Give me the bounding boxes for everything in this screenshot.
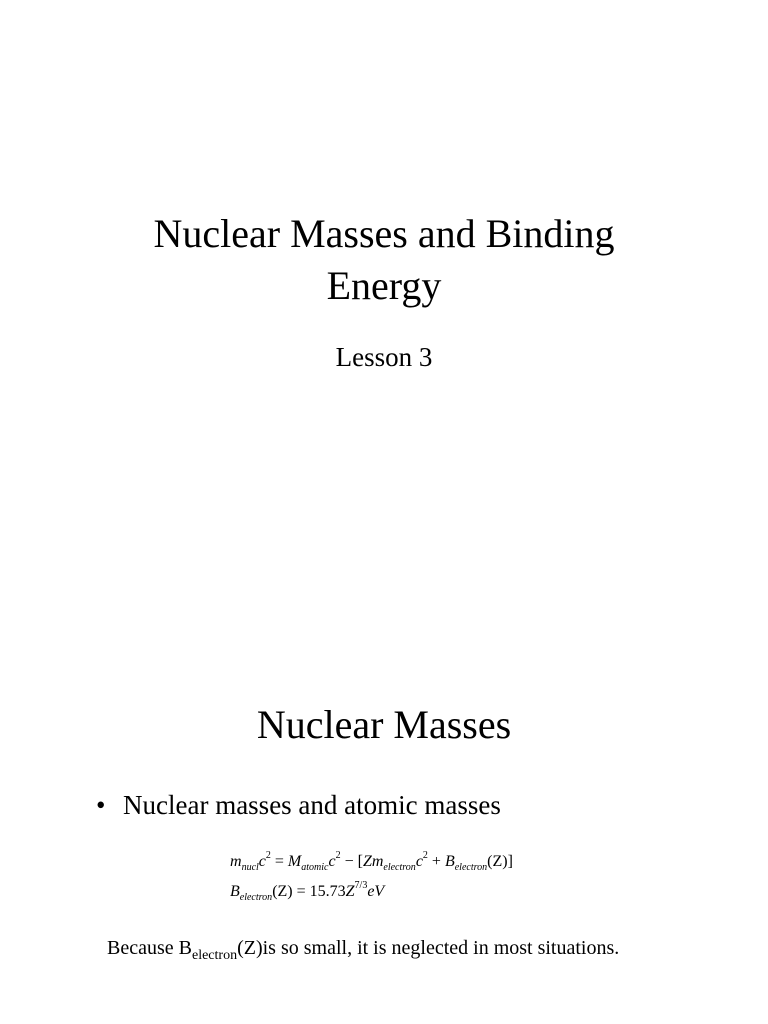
slide-title	[0, 208, 768, 312]
equation-nuclear-mass: $m_{nucl}c^2 = M_{atomic}c^2 - [Zm_{electron}c^2 + B_{electron}(Z)]$	[230, 850, 513, 873]
bullet-list	[96, 788, 736, 822]
bullet-item	[96, 788, 736, 822]
content-slide	[0, 512, 768, 1024]
note-text: Because $B_{electron}(Z)is$ so small, it is neglected in most situations.	[107, 937, 620, 963]
slide-subtitle: Lesson 3	[335, 342, 433, 372]
equation-electron-binding: $B_{electron}(Z) = 15.73Z^{7/3}eV$	[230, 880, 385, 903]
slide-title-line-1: Nuclear Masses and Binding	[153, 211, 615, 256]
bullet-text: Nuclear masses and atomic masses	[123, 790, 501, 820]
slide-heading: Nuclear Masses	[256, 702, 512, 747]
slide-title-line-2: Energy	[326, 263, 442, 308]
bullet-icon: •	[96, 790, 106, 820]
